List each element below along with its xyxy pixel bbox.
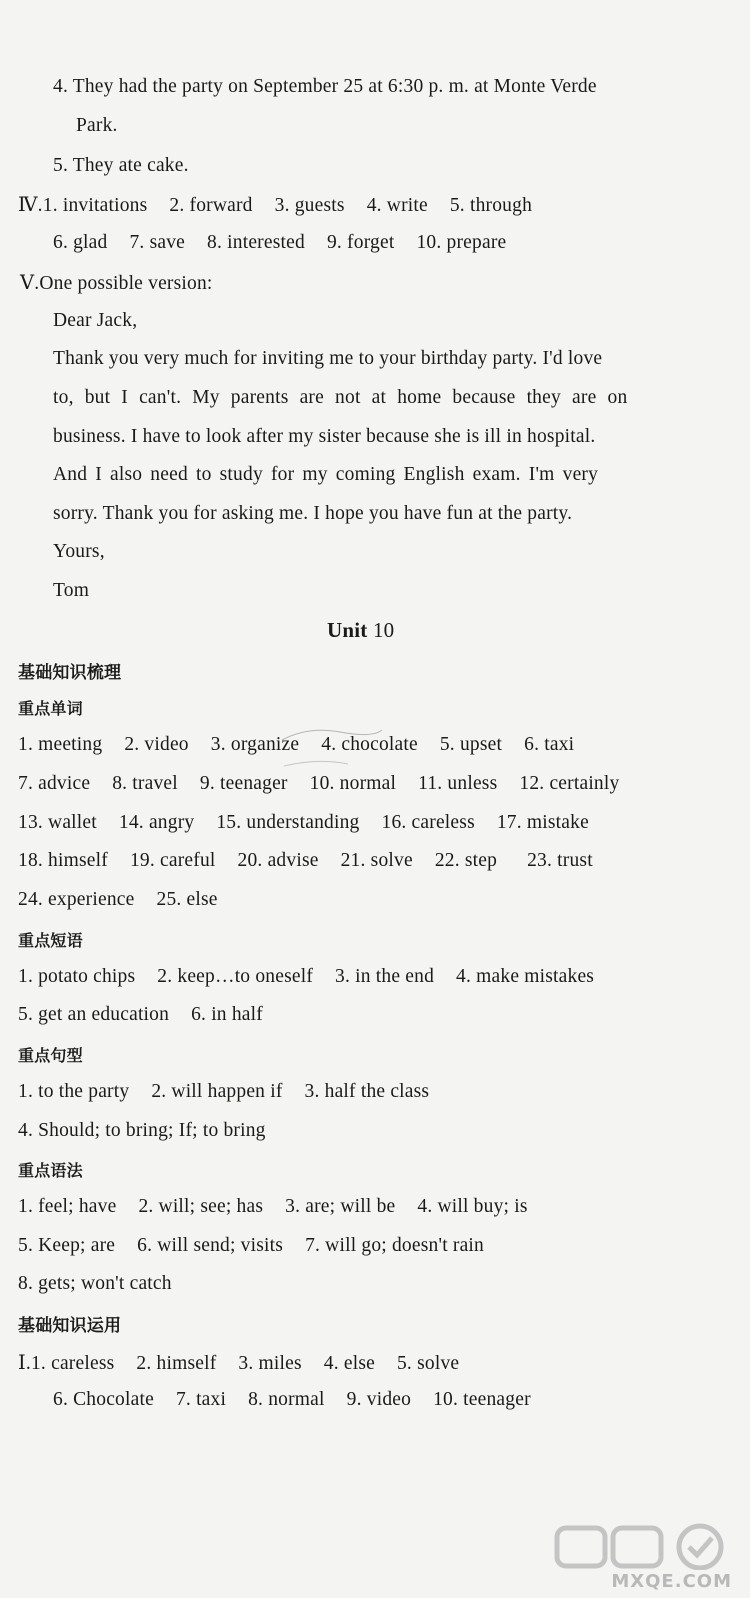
sentences-row: 1. to the party 2. will happen if 3. half the class bbox=[18, 1081, 430, 1102]
letter-line: to, but I can't. My parents are not at home because they are on bbox=[53, 387, 628, 408]
subheading-key-sentences: 重点句型 bbox=[18, 1046, 83, 1065]
iv-item: 5. through bbox=[449, 195, 533, 216]
section-v-intro: Ⅴ.One possible version: bbox=[20, 273, 213, 294]
letter-greeting: Dear Jack, bbox=[53, 310, 138, 331]
letter-signature: Tom bbox=[53, 580, 90, 601]
letter-closing: Yours, bbox=[53, 541, 105, 562]
words-row: 24. experience 25. else bbox=[18, 889, 218, 910]
answer-q4-line2: Park. bbox=[76, 115, 118, 136]
section-i-marker: Ⅰ. bbox=[18, 1353, 31, 1374]
iv-item: 4. write bbox=[366, 195, 428, 216]
grammar-row: 1. feel; have 2. will; see; has 3. are; will be 4. will buy; is bbox=[18, 1196, 528, 1217]
words-row: 1. meeting 2. video 3. organize 4. chocolate 5. upset 6. taxi bbox=[18, 734, 575, 755]
grammar-row: 5. Keep; are 6. will send; visits 7. will go; doesn't rain bbox=[18, 1235, 484, 1256]
iv-item: 2. forward bbox=[169, 195, 253, 216]
section-iv-row2 bbox=[53, 232, 506, 254]
words-row: 13. wallet 14. angry 15. understanding 16. careless 17. mistake bbox=[18, 812, 589, 833]
application-row: 6. Chocolate 7. taxi 8. normal 9. video 10. teenager bbox=[53, 1389, 531, 1410]
subheading-key-phrases: 重点短语 bbox=[18, 931, 83, 950]
subheading-key-grammar: 重点语法 bbox=[18, 1161, 83, 1180]
section-v-marker: Ⅴ. bbox=[20, 273, 40, 294]
iv-item: 10. prepare bbox=[416, 232, 507, 253]
grammar-row: 8. gets; won't catch bbox=[18, 1273, 172, 1294]
section-heading-basics: 基础知识梳理 bbox=[18, 663, 122, 683]
unit-title: Unit 10 bbox=[327, 618, 395, 642]
words-row: 7. advice 8. travel 9. teenager 10. normal 11. unless 12. certainly bbox=[18, 773, 620, 794]
phrases-row: 5. get an education 6. in half bbox=[18, 1004, 263, 1025]
section-iv-row1 bbox=[18, 193, 532, 217]
iv-item: 3. guests bbox=[274, 195, 345, 216]
iv-item: 9. forget bbox=[326, 232, 395, 253]
iv-item: 8. interested bbox=[207, 232, 305, 253]
phrases-row: 1. potato chips 2. keep…to oneself 3. in the end 4. make mistakes bbox=[18, 966, 595, 987]
section-iv-marker: Ⅳ. bbox=[18, 195, 43, 216]
letter-line: And I also need to study for my coming English exam. I'm very bbox=[53, 464, 599, 485]
sentences-row: 4. Should; to bring; If; to bring bbox=[18, 1120, 266, 1141]
watermark-logo-icon bbox=[535, 1522, 740, 1570]
answer-q5: 5. They ate cake. bbox=[53, 155, 189, 176]
iv-item: 7. save bbox=[129, 232, 186, 253]
answer-q4-line1: 4. They had the party on September 25 at 6:30 p. m. at Monte Verde bbox=[53, 76, 597, 97]
letter-line: Thank you very much for inviting me to your birthday party. I'd love bbox=[53, 348, 603, 369]
iv-item: 6. glad bbox=[53, 232, 108, 253]
letter-line: business. I have to look after my sister because she is ill in hospital. bbox=[53, 426, 596, 447]
subheading-key-words: 重点单词 bbox=[18, 699, 83, 718]
section-heading-application: 基础知识运用 bbox=[18, 1316, 122, 1336]
iv-item: 1. invitations bbox=[42, 195, 148, 216]
application-row: Ⅰ.1. careless 2. himself 3. miles 4. else 5. solve bbox=[18, 1353, 460, 1374]
site-watermark bbox=[535, 1522, 740, 1592]
words-row: 18. himself 19. careful 20. advise 21. solve 22. step 23. trust bbox=[18, 850, 593, 871]
letter-line: sorry. Thank you for asking me. I hope you have fun at the party. bbox=[53, 503, 573, 524]
watermark-site-text: MXQE.COM bbox=[611, 1571, 732, 1592]
pencil-scribble-mark bbox=[278, 722, 388, 772]
